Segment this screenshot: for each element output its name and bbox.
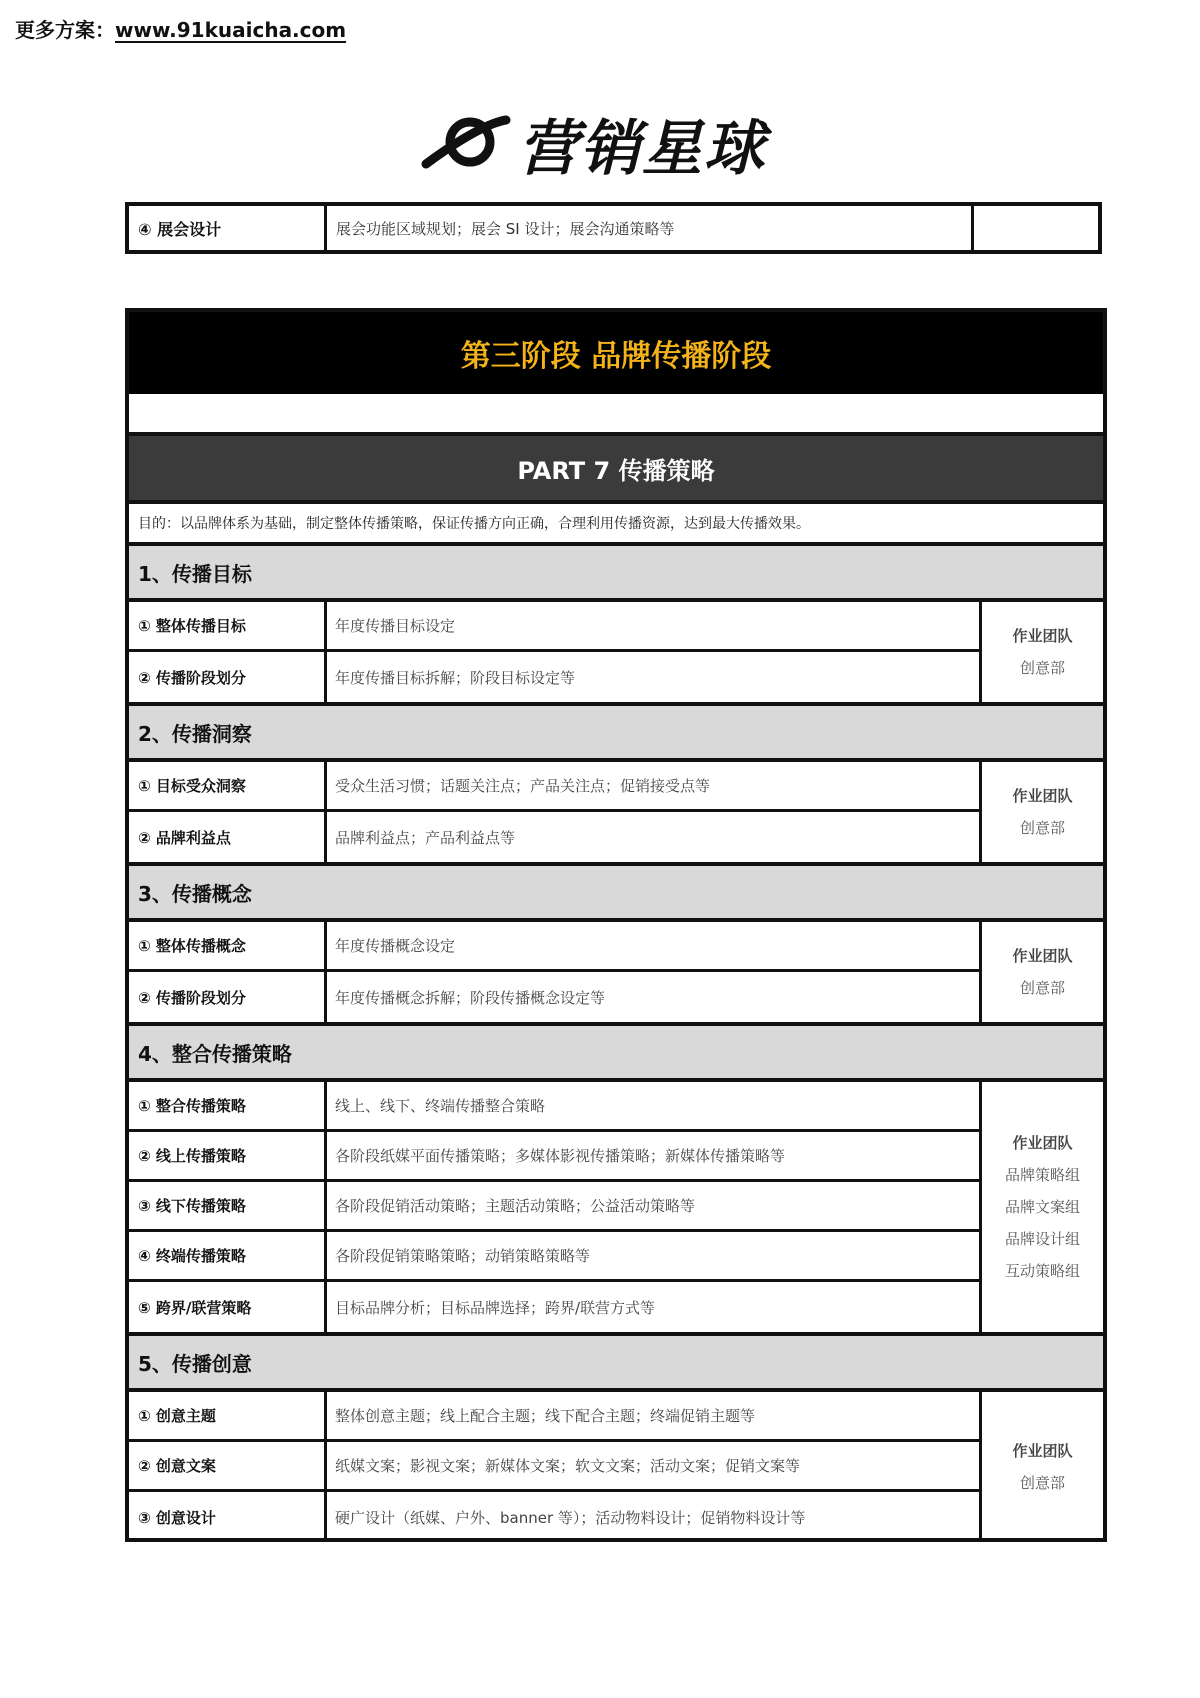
table-row [129, 1132, 979, 1182]
row-description: 年度传播目标拆解；阶段目标设定等 [335, 668, 576, 687]
row-label: ① 目标受众洞察 [129, 762, 327, 809]
team-member: 品牌策略组 [1004, 1166, 1080, 1184]
table-row [129, 972, 979, 1022]
row-label: ① 整体传播概念 [129, 922, 327, 969]
team-member: 创意部 [1019, 1474, 1065, 1492]
team-member: 互动策略组 [1004, 1262, 1080, 1280]
row-description: 年度传播概念拆解；阶段传播概念设定等 [335, 988, 606, 1007]
team-heading: 作业团队 [1012, 627, 1073, 645]
section-heading: 3、传播概念 [129, 866, 1103, 922]
row-label: ③ 创意设计 [129, 1492, 327, 1542]
row-label: ② 传播阶段划分 [129, 972, 327, 1022]
section-heading: 2、传播洞察 [129, 706, 1103, 762]
team-cell [982, 1082, 1103, 1332]
section-body [129, 922, 1103, 1026]
team-member: 创意部 [1019, 659, 1065, 677]
section-body [129, 1392, 1103, 1542]
section-rows [129, 922, 982, 1022]
row-label: ③ 线下传播策略 [129, 1182, 327, 1229]
table-row [129, 922, 979, 972]
row-description: 各阶段促销策略策略；动销策略策略等 [335, 1247, 591, 1265]
team-member: 创意部 [1019, 979, 1065, 997]
prev-row-desc: 展会功能区域规划；展会 SI 设计；展会沟通策略等 [327, 206, 974, 250]
row-label: ① 整合传播策略 [129, 1082, 327, 1129]
row-label: ④ 终端传播策略 [129, 1232, 327, 1279]
section-heading: 5、传播创意 [129, 1336, 1103, 1392]
table-row [129, 1442, 979, 1492]
section-body [129, 602, 1103, 706]
row-description: 整体创意主题；线上配合主题；线下配合主题；终端促销主题等 [335, 1407, 756, 1425]
section-heading: 1、传播目标 [129, 546, 1103, 602]
team-heading: 作业团队 [1012, 787, 1073, 805]
section-body [129, 1082, 1103, 1336]
section-rows [129, 602, 982, 702]
table-row [129, 762, 979, 812]
team-heading: 作业团队 [1012, 1442, 1073, 1460]
section-heading: 4、整合传播策略 [129, 1026, 1103, 1082]
prev-table-row [125, 202, 1102, 254]
row-description: 品牌利益点；产品利益点等 [335, 828, 516, 847]
team-member: 品牌文案组 [1004, 1198, 1080, 1216]
row-label: ② 品牌利益点 [129, 812, 327, 862]
row-label: ⑤ 跨界/联营策略 [129, 1282, 327, 1332]
row-description: 目标品牌分析；目标品牌选择；跨界/联营方式等 [335, 1298, 656, 1317]
team-member: 品牌设计组 [1004, 1230, 1080, 1248]
row-label: ② 创意文案 [129, 1442, 327, 1489]
row-label: ② 传播阶段划分 [129, 652, 327, 702]
row-description: 年度传播目标设定 [335, 617, 456, 635]
team-cell [982, 922, 1103, 1022]
team-heading: 作业团队 [1012, 1134, 1073, 1152]
row-label: ① 整体传播目标 [129, 602, 327, 649]
strategy-table [125, 308, 1107, 1542]
table-row [129, 1282, 979, 1332]
brand-name: 营销星球 [518, 114, 766, 184]
spacer-row [129, 394, 1103, 436]
row-label: ② 线上传播策略 [129, 1132, 327, 1179]
row-description: 线上、线下、终端传播整合策略 [335, 1097, 546, 1115]
row-description: 各阶段纸媒平面传播策略；多媒体影视传播策略；新媒体传播策略等 [335, 1147, 786, 1165]
planet-icon [418, 112, 514, 176]
table-row [129, 1182, 979, 1232]
table-row [129, 652, 979, 702]
top-note-label: 更多方案： [15, 18, 115, 42]
section-rows [129, 1082, 982, 1332]
row-description: 各阶段促销活动策略；主题活动策略；公益活动策略等 [335, 1197, 696, 1215]
table-row [129, 812, 979, 862]
row-description: 受众生活习惯；话题关注点；产品关注点；促销接受点等 [335, 777, 711, 795]
row-description: 硬广设计（纸媒、户外、banner 等）；活动物料设计；促销物料设计等 [335, 1508, 806, 1527]
section-body [129, 762, 1103, 866]
stage-title: 第三阶段 品牌传播阶段 [129, 312, 1103, 394]
sections [129, 546, 1103, 1542]
team-cell [982, 602, 1103, 702]
brand-logo [418, 104, 766, 184]
prev-row-label: ④ 展会设计 [129, 206, 327, 250]
table-row [129, 1232, 979, 1282]
team-cell [982, 1392, 1103, 1542]
row-label: ① 创意主题 [129, 1392, 327, 1439]
purpose-text: 目的：以品牌体系为基础，制定整体传播策略，保证传播方向正确，合理利用传播资源，达到最大传播效果。 [129, 504, 1103, 546]
website-link[interactable]: www.91kuaicha.com [115, 18, 347, 42]
section-rows [129, 762, 982, 862]
team-cell [982, 762, 1103, 862]
part-title: PART 7 传播策略 [129, 436, 1103, 504]
row-description: 年度传播概念设定 [335, 937, 456, 955]
row-description: 纸媒文案；影视文案；新媒体文案；软文文案；活动文案；促销文案等 [335, 1457, 801, 1475]
table-row [129, 1082, 979, 1132]
team-heading: 作业团队 [1012, 947, 1073, 965]
table-row [129, 1392, 979, 1442]
team-member: 创意部 [1019, 819, 1065, 837]
section-rows [129, 1392, 982, 1542]
table-row [129, 1492, 979, 1542]
top-note [15, 14, 346, 43]
table-row [129, 602, 979, 652]
prev-row-team [974, 206, 1098, 250]
